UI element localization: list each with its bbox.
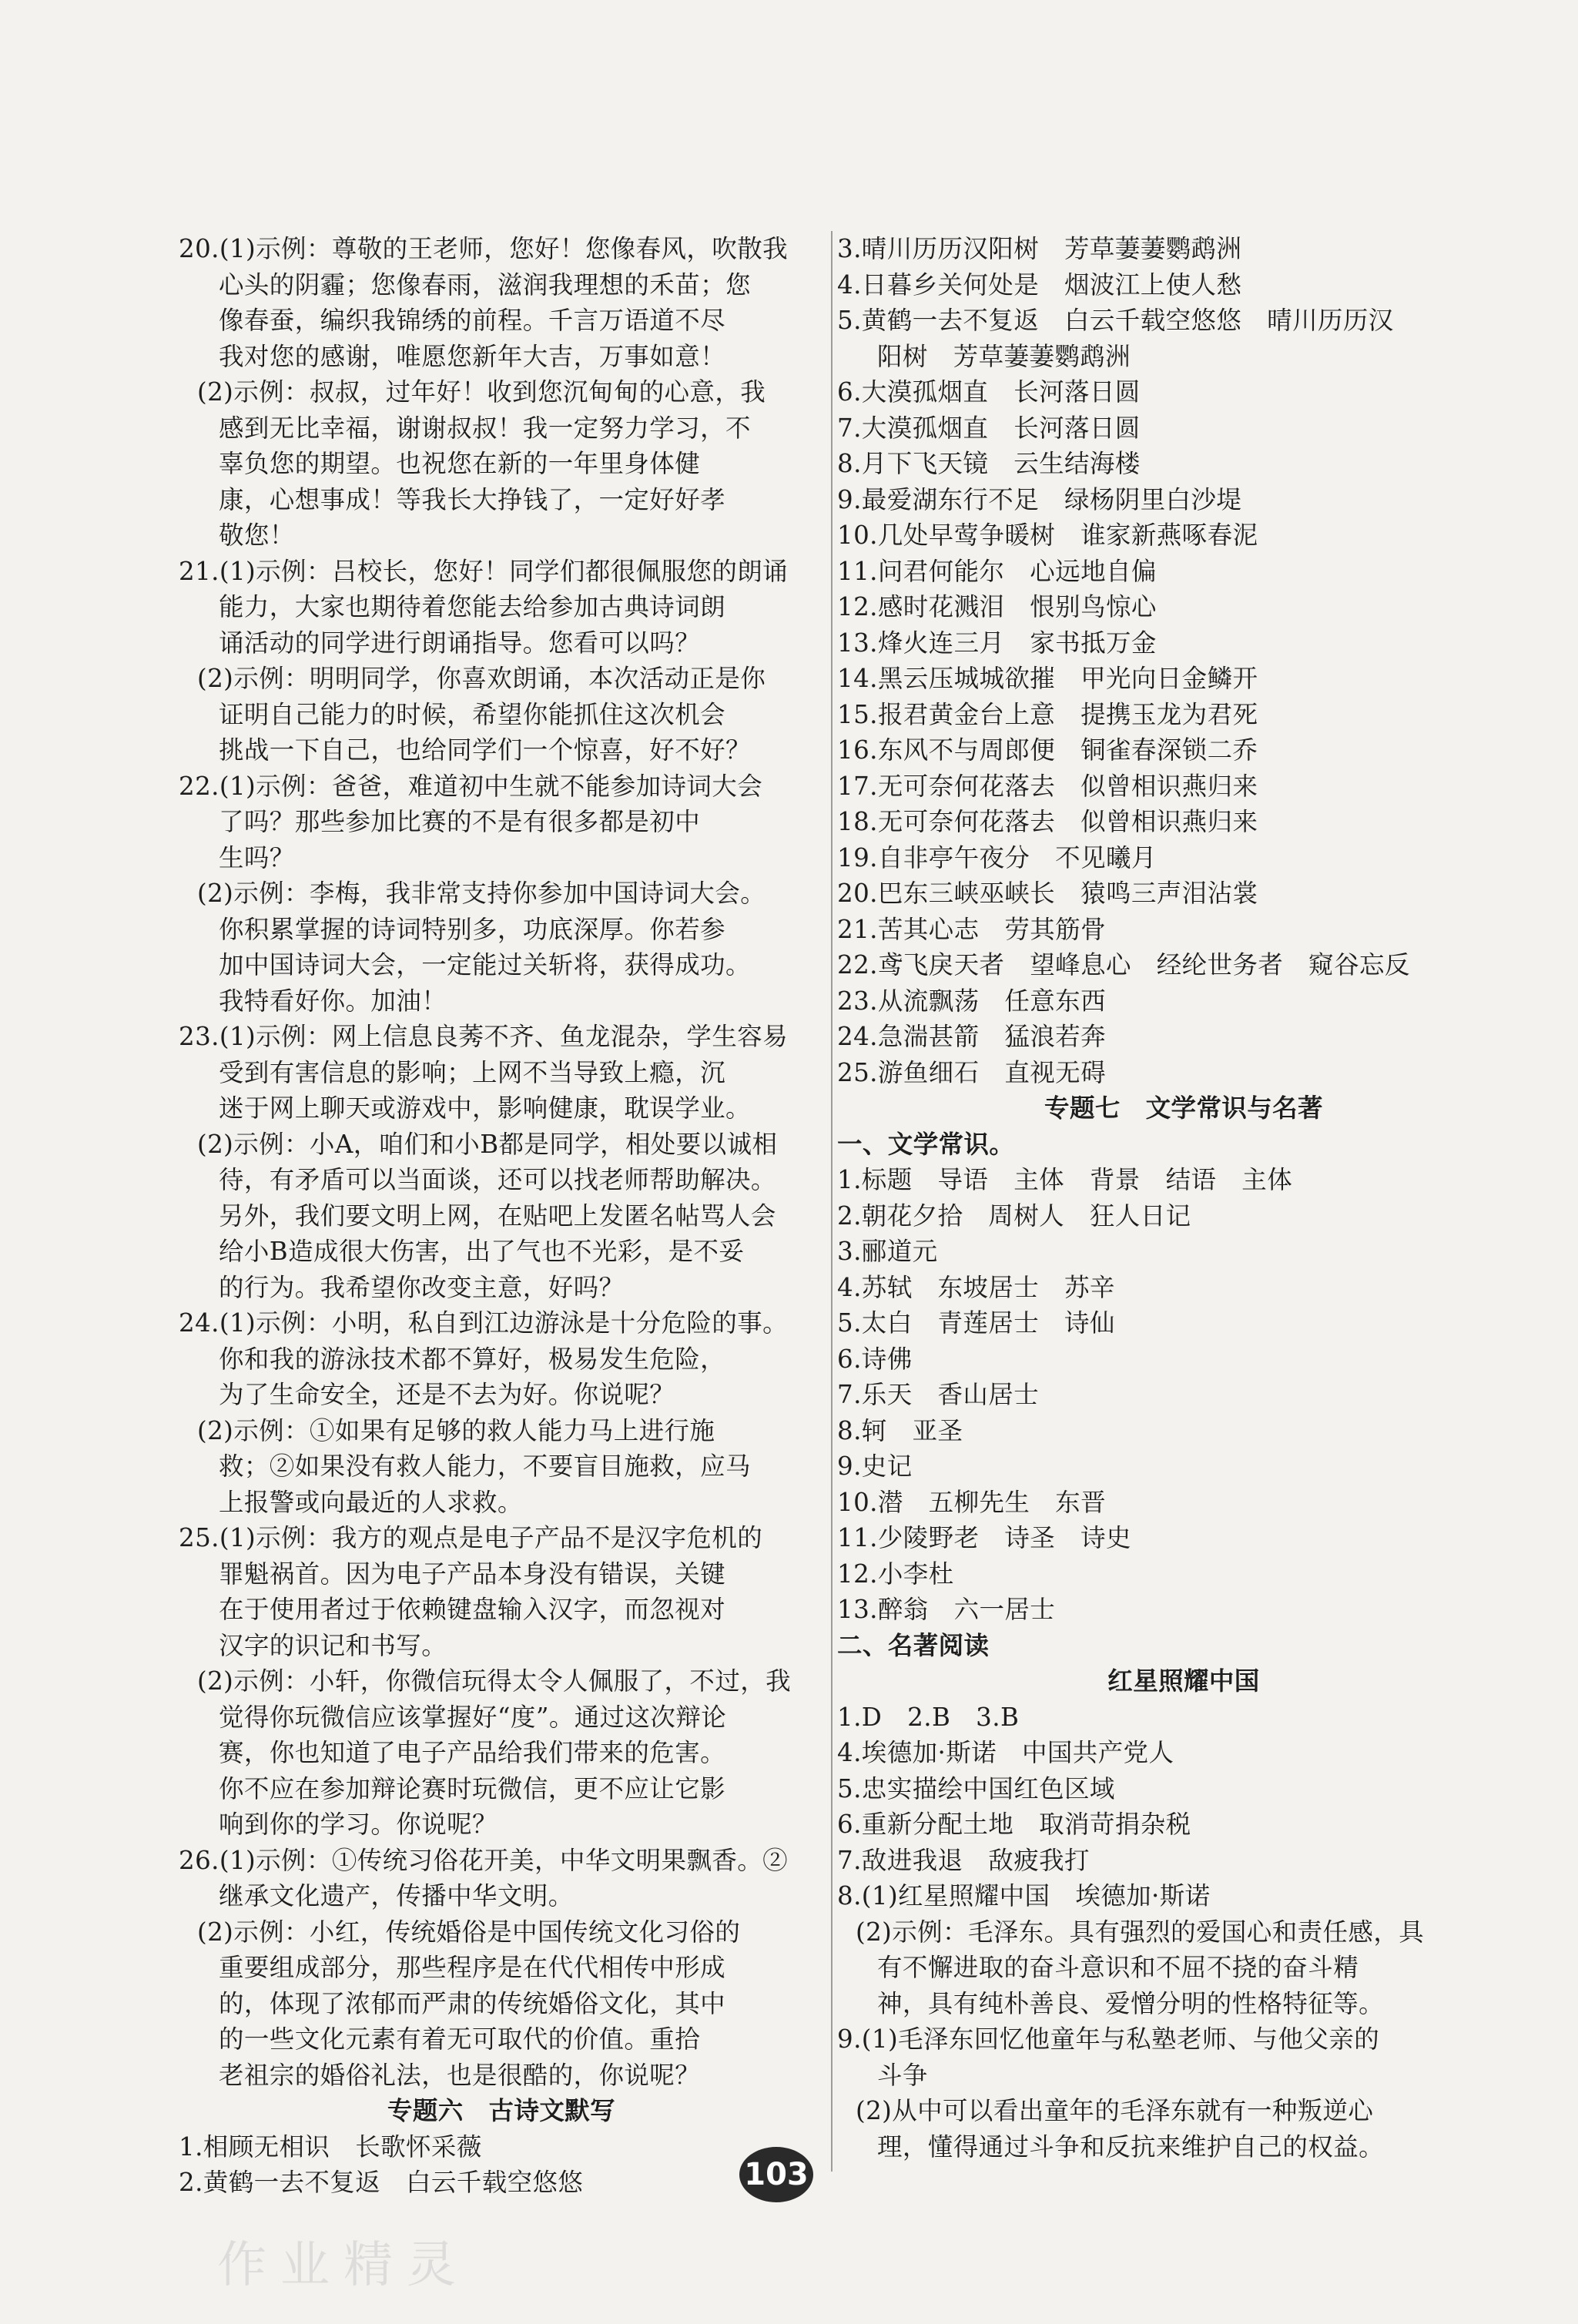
answer-line: (2)从中可以看出童年的毛泽东就有一种叛逆心 [856, 2096, 1374, 2125]
answer-line: 19.自非亭午夜分 不见曦月 [837, 842, 1157, 872]
answer-line: 受到有害信息的影响；上网不当导致上瘾，沉 [219, 1057, 726, 1087]
answer-line: 挑战一下自己，也给同学们一个惊喜，好不好？ [219, 735, 751, 765]
answer-line: 4.日暮乡关何处是 烟波江上使人愁 [837, 270, 1242, 300]
answer-line: 17.无可奈何花落去 似曾相识燕归来 [837, 771, 1258, 801]
section-heading: 专题六 古诗文默写 [387, 2096, 616, 2125]
answer-line: 15.报君黄金台上意 提携玉龙为君死 [837, 699, 1258, 729]
answer-line: 迷于网上聊天或游戏中，影响健康，耽误学业。 [219, 1093, 751, 1123]
answer-line: 11.问君何能尔 心远地自偏 [837, 556, 1157, 586]
section-heading: 专题七 文学常识与名著 [1044, 1093, 1323, 1123]
answer-line: 10.潜 五柳先生 东晋 [837, 1487, 1106, 1517]
answer-line: 21.苦其心志 劳其筋骨 [837, 914, 1106, 944]
answer-line: 阳树 芳草萋萋鹦鹉洲 [877, 341, 1131, 371]
answer-line: 20.巴东三峡巫峡长 猿鸣三声泪沾裳 [837, 879, 1258, 908]
answer-line: (2)示例：①如果有足够的救人能力马上进行施 [197, 1415, 715, 1445]
answer-line: 敬您！ [219, 521, 295, 550]
answer-line: 1.相顾无相识 长歌怀采薇 [179, 2131, 482, 2162]
answer-line: (2)示例：小红，传统婚俗是中国传统文化习俗的 [197, 1917, 741, 1947]
answer-line: 3.晴川历历汉阳树 芳草萋萋鹦鹉洲 [837, 234, 1242, 263]
page-number: 103 [739, 2147, 813, 2202]
answer-line: 救；②如果没有救人能力，不要盲目施救，应马 [219, 1452, 751, 1481]
answer-line: 2.黄鹤一去不复返 白云千载空悠悠 [179, 2168, 584, 2197]
answer-line: 20.(1)示例：尊敬的王老师，您好！您像春风，吹散我 [179, 234, 789, 263]
answer-line: 赛，你也知道了电子产品给我们带来的危害。 [219, 1738, 726, 1767]
answer-line: 响到你的学习。你说呢？ [219, 1810, 498, 1839]
answer-line: 理，懂得通过斗争和反抗来维护自己的权益。 [877, 2131, 1385, 2162]
answer-line: 4.苏轼 东坡居士 苏辛 [837, 1272, 1115, 1302]
answer-line: 8.(1)红星照耀中国 埃德加·斯诺 [837, 1881, 1211, 1910]
answer-line: 7.大漠孤烟直 长河落日圆 [837, 413, 1141, 443]
answer-line: 6.重新分配土地 取消苛捐杂税 [837, 1810, 1191, 1839]
answer-line: 给小B造成很大伤害，出了气也不光彩，是不妥 [219, 1237, 745, 1266]
answer-line: 汉字的识记和书写。 [219, 1630, 447, 1660]
answer-line: 神，具有纯朴善良、爱憎分明的性格特征等。 [877, 1988, 1385, 2018]
answer-line: 6.大漠孤烟直 长河落日圆 [837, 377, 1141, 407]
answer-line: 辜负您的期望。也祝您在新的一年里身体健 [219, 449, 701, 478]
answer-line: 能力，大家也期待着您能去给参加古典诗词朗 [219, 592, 726, 621]
answer-line: 的行为。我希望你改变主意，好吗？ [219, 1272, 625, 1302]
answer-line: 诵活动的同学进行朗诵指导。您看可以吗？ [219, 628, 701, 658]
answer-line: 斗争 [877, 2060, 928, 2090]
answer-line: 4.埃德加·斯诺 中国共产党人 [837, 1738, 1174, 1767]
answer-line: (2)示例：叔叔，过年好！收到您沉甸甸的心意，我 [197, 377, 766, 407]
answer-line: 12.小李杜 [837, 1559, 954, 1589]
answer-line: 3.郦道元 [837, 1237, 938, 1266]
answer-line: 你不应在参加辩论赛时玩微信，更不应让它影 [219, 1773, 726, 1803]
answer-line: 你积累掌握的诗词特别多，功底深厚。你若参 [219, 914, 726, 944]
column-divider [831, 231, 833, 2172]
answer-line: 13.醉翁 六一居士 [837, 1595, 1056, 1624]
answer-line: 24.(1)示例：小明，私自到江边游泳是十分危险的事。 [179, 1308, 789, 1338]
answer-line: 25.(1)示例：我方的观点是电子产品不是汉字危机的 [179, 1523, 763, 1552]
answer-line: (2)示例：小A，咱们和小B都是同学，相处要以诚相 [197, 1129, 778, 1159]
answer-line: 6.诗佛 [837, 1344, 913, 1374]
answer-line: 11.少陵野老 诗圣 诗史 [837, 1523, 1131, 1552]
answer-line: 24.急湍甚箭 猛浪若奔 [837, 1022, 1106, 1051]
answer-line: 2.朝花夕拾 周树人 狂人日记 [837, 1201, 1191, 1231]
answer-line: 26.(1)示例：①传统习俗花开美，中华文明果飘香。② [179, 1845, 789, 1875]
watermark: 作业精灵 [217, 2237, 470, 2294]
answer-line: 5.太白 青莲居士 诗仙 [837, 1308, 1115, 1338]
answer-line: 5.黄鹤一去不复返 白云千载空悠悠 晴川历历汉 [837, 306, 1394, 335]
answer-line: 12.感时花溅泪 恨别鸟惊心 [837, 592, 1157, 621]
answer-line: 的，体现了浓郁而严肃的传统婚俗文化，其中 [219, 1988, 726, 2018]
answer-line: 生吗？ [219, 842, 295, 872]
answer-line: 23.(1)示例：网上信息良莠不齐、鱼龙混杂，学生容易 [179, 1022, 789, 1051]
answer-line: 7.乐天 香山居士 [837, 1380, 1040, 1409]
answer-line: 14.黑云压城城欲摧 甲光向日金鳞开 [837, 664, 1258, 693]
answer-line: 我特看好你。加油！ [219, 986, 447, 1016]
answer-line: 我对您的感谢，唯愿您新年大吉，万事如意！ [219, 341, 726, 371]
answer-line: 9.史记 [837, 1452, 913, 1481]
answer-line: 你和我的游泳技术都不算好，极易发生危险， [219, 1344, 726, 1374]
answer-line: 像春蚕，编织我锦绣的前程。千言万语道不尽 [219, 306, 726, 335]
answer-line: 21.(1)示例：吕校长，您好！同学们都很佩服您的朗诵 [179, 556, 789, 586]
answer-line: 9.最爱湖东行不足 绿杨阴里白沙堤 [837, 484, 1242, 514]
answer-line: 18.无可奈何花落去 似曾相识燕归来 [837, 807, 1258, 836]
answer-line: 重要组成部分，那些程序是在代代相传中形成 [219, 1953, 726, 1982]
left-column [179, 231, 824, 2201]
answer-line: 10.几处早莺争暖树 谁家新燕啄春泥 [837, 521, 1258, 550]
answer-line: 老祖宗的婚俗礼法，也是很酷的，你说呢？ [219, 2060, 701, 2090]
answer-line: 罪魁祸首。因为电子产品本身没有错误，关键 [219, 1559, 726, 1589]
section-heading: 红星照耀中国 [1107, 1666, 1260, 1696]
subsection-heading: 一、文学常识。 [837, 1129, 1015, 1159]
answer-line: 待，有矛盾可以当面谈，还可以找老师帮助解决。 [219, 1165, 776, 1194]
answer-line: 有不懈进取的奋斗意识和不屈不挠的奋斗精 [877, 1953, 1359, 1982]
answer-line: 22.鸢飞戾天者 望峰息心 经纶世务者 窥谷忘反 [837, 950, 1410, 979]
answer-line: 25.游鱼细石 直视无碍 [837, 1057, 1106, 1087]
answer-line: 22.(1)示例：爸爸，难道初中生就不能参加诗词大会 [179, 771, 763, 801]
answer-line: 23.从流飘荡 任意东西 [837, 986, 1106, 1016]
subsection-heading: 二、名著阅读 [837, 1630, 990, 1660]
answer-line: (2)示例：毛泽东。具有强烈的爱国心和责任感，具 [856, 1917, 1425, 1947]
answer-line: 1.D 2.B 3.B [837, 1702, 1020, 1732]
right-column [837, 231, 1530, 2165]
answer-line: 16.东风不与周郎便 铜雀春深锁二乔 [837, 735, 1258, 765]
answer-line: (2)示例：李梅，我非常支持你参加中国诗词大会。 [197, 879, 766, 908]
answer-line: 7.敌进我退 敌疲我打 [837, 1845, 1090, 1875]
answer-line: 康，心想事成！等我长大挣钱了，一定好好孝 [219, 484, 726, 514]
answer-line: (2)示例：明明同学，你喜欢朗诵，本次活动正是你 [197, 664, 766, 693]
answer-line: 继承文化遗产，传播中华文明。 [219, 1881, 574, 1910]
answer-line: 8.月下飞天镜 云生结海楼 [837, 449, 1141, 478]
answer-line: 的一些文化元素有着无可取代的价值。重拾 [219, 2024, 701, 2054]
answer-line: 8.轲 亚圣 [837, 1415, 963, 1445]
answer-line: (2)示例：小轩，你微信玩得太令人佩服了，不过，我 [197, 1666, 792, 1696]
answer-line: 了吗？那些参加比赛的不是有很多都是初中 [219, 807, 701, 836]
answer-line: 在于使用者过于依赖键盘输入汉字，而忽视对 [219, 1595, 726, 1624]
answer-line: 感到无比幸福，谢谢叔叔！我一定努力学习，不 [219, 413, 751, 443]
answer-line: 加中国诗词大会，一定能过关斩将，获得成功。 [219, 950, 751, 979]
answer-line: 13.烽火连三月 家书抵万金 [837, 628, 1157, 658]
answer-line: 心头的阴霾；您像春雨，滋润我理想的禾苗；您 [219, 270, 751, 300]
answer-line: 1.标题 导语 主体 背景 结语 主体 [837, 1165, 1293, 1194]
answer-line: 9.(1)毛泽东回忆他童年与私塾老师、与他父亲的 [837, 2024, 1380, 2054]
answer-line: 觉得你玩微信应该掌握好“度”。通过这次辩论 [219, 1702, 727, 1732]
answer-line: 证明自己能力的时候，希望你能抓住这次机会 [219, 699, 726, 729]
answer-line: 上报警或向最近的人求救。 [219, 1487, 523, 1517]
answer-line: 另外，我们要文明上网，在贴吧上发匿名帖骂人会 [219, 1201, 776, 1231]
answer-line: 5.忠实描绘中国红色区域 [837, 1773, 1115, 1803]
answer-line: 为了生命安全，还是不去为好。你说呢？ [219, 1380, 675, 1409]
